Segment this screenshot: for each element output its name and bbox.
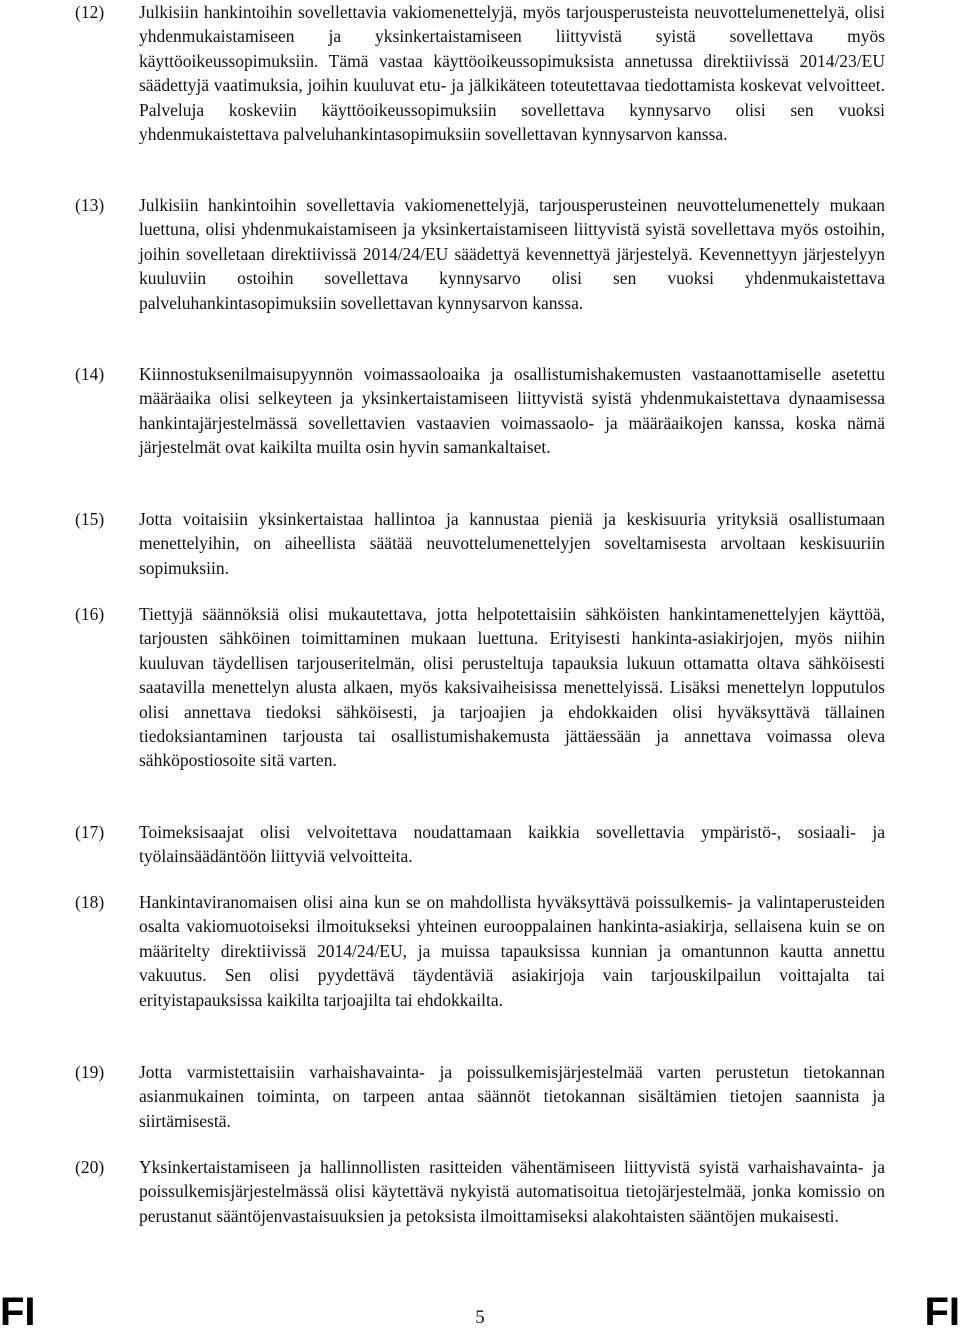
recital-number: (17) [75, 822, 105, 842]
recital-text: Jotta voitaisiin yksinkertaistaa hallintoa ja kannustaa pieniä ja keskisuuria yrityksiä osallistumaan menettelyihin, on aiheellista säätää neuvottelumenettelyjen soveltamisesta arvoltaan keskisuuriin sopimuksiin. [139, 509, 885, 578]
recital-number: (18) [75, 892, 105, 912]
recital-text: Hankintaviranomaisen olisi aina kun se on mahdollista hyväksyttävä poissulkemis- ja valintaperusteiden osalta vakiomuotoiseksi ilmoitukseksi yhteinen eurooppalainen hankinta-asiakirja, sellaisena kuin se on määritelty direktiivissä 2014/24/EU, ja muissa tapauksissa kunnian ja omantunnon kautta annettu vakuutus. Sen olisi pyydettävä täydentäviä asiakirjoja vain tarjouskilpailun voittajalta tai erityistapauksissa kaikilta tarjoajilta tai ehdokkailta. [139, 892, 885, 1010]
recital-number: (15) [75, 509, 105, 529]
recital-number: (16) [75, 604, 105, 624]
recital-number: (20) [75, 1157, 105, 1177]
page-number: 5 [475, 1307, 485, 1328]
footer-language-left: FI [0, 1290, 36, 1334]
recital-text: Kiinnostuksenilmaisupyynnön voimassaoloaika ja osallistumishakemusten vastaanottamiselle asetettu määräaika olisi selkeyteen ja yksinkertaistamiseen liittyvistä syistä yhdenmukaistettava dynaamisessa hankintajärjestelmässä sovellettavien vastaavien voimassaolo- ja määräaikojen kanssa, koska nämä järjestelmät ovat kaikilta muilta osin hyvin samankaltaiset. [139, 364, 885, 458]
recital-text: Yksinkertaistamiseen ja hallinnollisten rasitteiden vähentämiseen liittyvistä syistä varhaishavainta- ja poissulkemisjärjestelmässä olisi käytettävä nykyistä automatisoitua tietojärjestelmää, jonka komissio on perustanut sääntöjenvastaisuuksien ja petoksista ilmoittamiseksi alakohtaisten sääntöjen mukaisesti. [139, 1157, 885, 1226]
footer-language-right: FI [924, 1290, 960, 1334]
recital-text: Tiettyjä säännöksiä olisi mukautettava, jotta helpotettaisiin sähköisten hankintamenettelyjen käyttöä, tarjousten sähköinen toimittaminen mukaan luettuna. Erityisesti hankinta-asiakirjojen, myös niihin kuuluvan täydellisen tarjouseritelmän, olisi perusteltuja tapauksia lukuun ottamatta oltava sähköisesti saatavilla menettelyn alusta alkaen, myös kaksivaiheisissa menettelyissä. Lisäksi menettelyn lopputulos olisi annettava tiedoksi sähköisesti, ja tarjoajien ja ehdokkaiden olisi hyväksyttävä tällainen tiedoksiantaminen tarjousta tai osallistumishakemusta jättäessään ja annettava voimassa oleva sähköpostiosoite sitä varten. [139, 604, 885, 771]
recital-text: Toimeksisaajat olisi velvoitettava noudattamaan kaikkia sovellettavia ympäristö-, sosiaali- ja työlainsäädäntöön liittyviä velvoitteita. [139, 822, 885, 867]
recital-number: (12) [75, 2, 105, 22]
recital-text: Julkisiin hankintoihin sovellettavia vakiomenettelyjä, myös tarjousperusteista neuvottelumenettelyä, olisi yhdenmukaistamiseen ja yksinkertaistamiseen liittyvistä syistä sovellettava myös käyttöoikeussopimuksiin. Tämä vastaa käyttöoikeussopimuksista annetussa direktiivissä 2014/23/EU säädettyjä vaatimuksia, joihin kuuluvat etu- ja jälkikäteen toteutettavaa tiedottamista koskevat velvoitteet. Palveluja koskeviin käyttöoikeussopimuksiin sovellettava kynnysarvo olisi sen vuoksi yhdenmukaistettava palveluhankintasopimuksiin sovellettavan kynnysarvon kanssa. [139, 2, 885, 145]
recital-number: (14) [75, 364, 105, 384]
recital-number: (19) [75, 1062, 105, 1082]
recital-text: Jotta varmistettaisiin varhaishavainta- ja poissulkemisjärjestelmää varten perustetun tietokannan asianmukainen toiminta, on tarpeen antaa säännöt tietokannan sisältämien tietojen saannista ja siirtämisestä. [139, 1062, 885, 1131]
recital-number: (13) [75, 195, 105, 215]
recital-text: Julkisiin hankintoihin sovellettavia vakiomenettelyjä, tarjousperusteinen neuvottelumenettely mukaan luettuna, olisi yhdenmukaistamiseen ja yksinkertaistamiseen liittyvistä syistä sovellettava myös ostoihin, joihin sovelletaan direktiivissä 2014/24/EU säädettyä kevennettyä järjestelyä. Kevennettyyn järjestelyyn kuuluviin ostoihin sovellettava kynnysarvo olisi sen vuoksi yhdenmukaistettava palveluhankintasopimuksiin sovellettavan kynnysarvon kanssa. [139, 195, 885, 313]
